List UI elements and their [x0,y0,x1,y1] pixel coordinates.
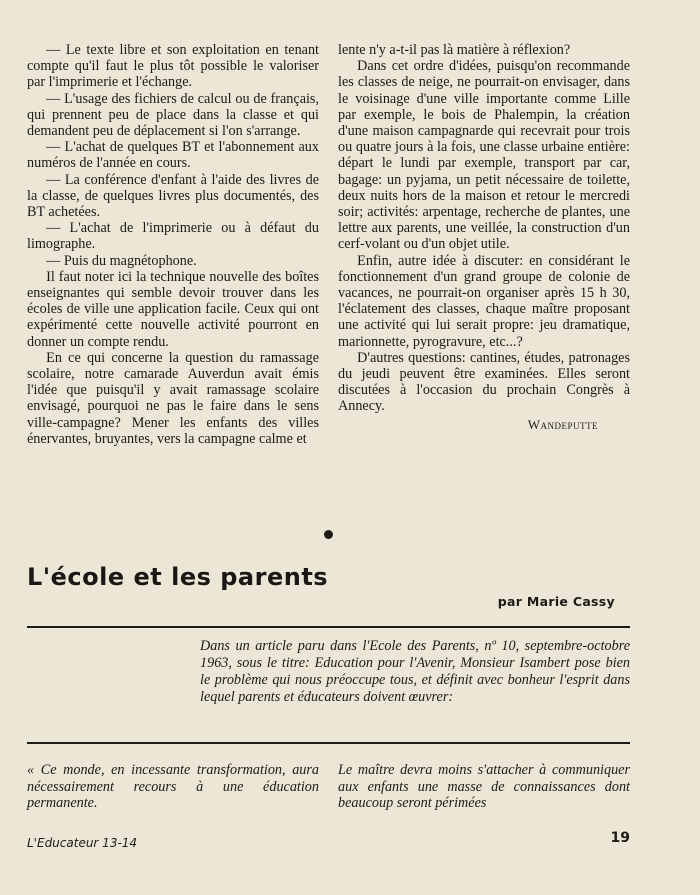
article-right-column [338,42,630,433]
paragraph: D'autres questions: cantines, études, patronages du jeudi peuvent être examinées. Elles seront discutées à l'occasion du prochain Congrès à Annecy. [338,349,630,415]
section-byline: par Marie Cassy [497,594,615,609]
section-intro: Dans un article paru dans l'Ecole des Parents, nº 10, septembre-octobre 1963, sous le titre: Education pour l'Avenir, Monsieur Isambert pose bien le problème qui nous préoccupe tous, et définit avec bonheur l'esprit dans lequel parents et éducateurs doivent œuvrer: [200,638,630,705]
quote-right-column: Le maître devra moins s'attacher à communiquer aux enfants une masse de connaissances dont beaucoup seront périmées [338,762,630,811]
paragraph: En ce qui concerne la question du ramassage scolaire, notre camarade Auverdun avait émis l'idée que puisqu'il y avait ramassage scolaire envisagé, pourquoi ne pas le faire dans le sens ville-campagne? Mener les enfants des villes énervantes, bruyantes, vers la campagne calme et [27,349,319,447]
paragraph: — L'achat de quelques BT et l'abonnement aux numéros de l'année en cours. [27,139,319,172]
paragraph: — Le texte libre et son exploitation en tenant compte qu'il faut le plus tôt possible le valoriser par l'imprimerie et l'échange. [27,42,319,91]
section-separator-bullet [324,530,333,539]
journal-footer: L'Educateur 13-14 [27,836,138,850]
paragraph: Enfin, autre idée à discuter: en considérant le fonctionnement d'un grand groupe de colonie de vacances, ne pourrait-on organiser après 15 h 30, l'éclatement des classes, chaque maître proposant une activité qui lui serait propre: jeu dramatique, marionnette, pyrogravure, etc...? [338,252,630,350]
paragraph: — L'achat de l'imprimerie ou à défaut du limographe. [27,220,319,253]
paragraph: — La conférence d'enfant à l'aide des livres de la classe, de quelques livres plus documentés, des BT achetées. [27,171,319,221]
author-signature: Wandeputte [527,416,598,432]
horizontal-rule [27,742,630,744]
paragraph: Dans cet ordre d'idées, puisqu'on recommande les classes de neige, ne pourrait-on envisager, dans le voisinage d'une ville importante comme Lille par exemple, le bois de Phalempin, la création d'une maison campagnarde qui recevrait pour trois ou quatre jours à la fois, une classe urbaine entière: départ le lundi par exemple, transport par car, bagage: un pyjama, un petit nécessaire de toilette, deux nuits hors de la maison et retour le mercredi soir; activités: arpentage, recherche de plantes, une lettre aux parents, une veillée, la construction d'un cerf-volant ou d'un objet utile. [338,58,630,253]
section-title: L'école et les parents [27,563,329,591]
paragraph: lente n'y a-t-il pas là matière à réflexion? [338,42,571,58]
quote-left-column: « Ce monde, en incessante transformation, aura nécessairement recours à une éducation permanente. [27,762,319,811]
paragraph: — L'usage des fichiers de calcul ou de français, qui prennent peu de place dans la classe et qui demandent peu de déplacement si l'on s'arrange. [27,90,319,140]
article-left-column [27,42,319,447]
horizontal-rule [27,626,630,628]
page-number: 19 [610,830,630,846]
paragraph: Il faut noter ici la technique nouvelle des boîtes enseignantes qui semble devoir trouver dans les écoles de ville une application facile. Ceux qui ont expérimenté cette nouvelle activité pourront en donner un compte rendu. [27,268,319,350]
paragraph: — Puis du magnétophone. [46,252,197,269]
